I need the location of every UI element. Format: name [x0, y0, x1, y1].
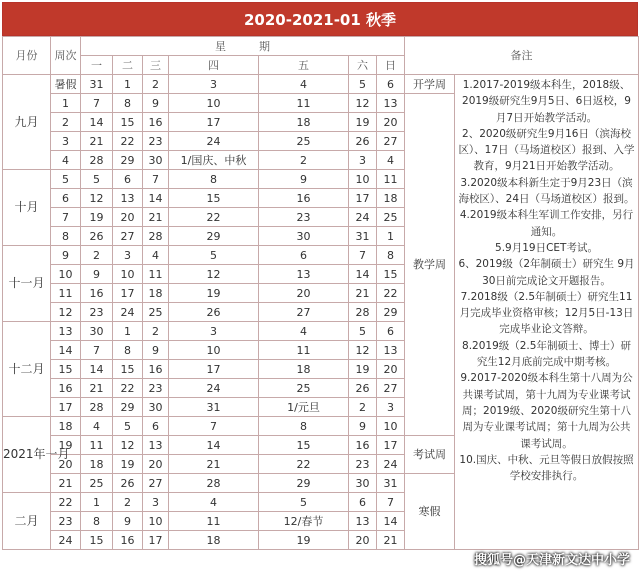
day-cell-sat: 24	[349, 208, 377, 227]
day-cell-tue: 3	[113, 246, 143, 265]
notes-header: 备注	[405, 37, 639, 75]
day-cell-fri: 2	[259, 151, 349, 170]
week-number-cell: 3	[51, 132, 81, 151]
day-cell-sat: 19	[349, 360, 377, 379]
day-cell-thu: 24	[169, 132, 259, 151]
day-cell-thu: 14	[169, 436, 259, 455]
week-number-cell: 2	[51, 113, 81, 132]
week-number-cell: 11	[51, 284, 81, 303]
day-cell-mon: 2	[81, 246, 113, 265]
day-cell-thu: 10	[169, 341, 259, 360]
day-cell-sat: 14	[349, 265, 377, 284]
day-cell-wed: 21	[143, 208, 169, 227]
day-cell-tue: 16	[113, 531, 143, 550]
day-cell-wed: 18	[143, 284, 169, 303]
day-cell-sun: 1	[377, 227, 405, 246]
day-header-thu: 四	[169, 56, 259, 75]
day-cell-tue: 15	[113, 360, 143, 379]
day-cell-thu: 19	[169, 284, 259, 303]
week-number-cell: 16	[51, 379, 81, 398]
day-cell-tue: 20	[113, 208, 143, 227]
week-number-cell: 21	[51, 474, 81, 493]
day-cell-fri: 23	[259, 208, 349, 227]
day-cell-fri: 20	[259, 284, 349, 303]
calendar-body	[3, 75, 639, 550]
day-cell-thu: 3	[169, 75, 259, 94]
day-cell-mon: 1	[81, 493, 113, 512]
day-cell-mon: 12	[81, 189, 113, 208]
day-cell-wed: 10	[143, 512, 169, 531]
week-row	[3, 75, 639, 94]
day-cell-fri: 12/春节	[259, 512, 349, 531]
day-cell-sun: 21	[377, 531, 405, 550]
day-cell-tue: 5	[113, 417, 143, 436]
week-number-cell: 24	[51, 531, 81, 550]
day-cell-sat: 16	[349, 436, 377, 455]
day-cell-fri: 9	[259, 170, 349, 189]
day-cell-sat: 13	[349, 512, 377, 531]
day-cell-sun: 20	[377, 360, 405, 379]
day-cell-wed: 25	[143, 303, 169, 322]
day-cell-fri: 22	[259, 455, 349, 474]
day-cell-sat: 17	[349, 189, 377, 208]
calendar-table	[2, 36, 639, 550]
note-item: 4.2019级本科生军训工作安排，另行通知。	[459, 209, 634, 238]
day-cell-tue: 8	[113, 341, 143, 360]
day-cell-thu: 12	[169, 265, 259, 284]
day-cell-sun: 31	[377, 474, 405, 493]
day-cell-mon: 11	[81, 436, 113, 455]
day-cell-thu: 22	[169, 208, 259, 227]
day-cell-sat: 5	[349, 322, 377, 341]
week-number-cell: 22	[51, 493, 81, 512]
day-cell-fri: 6	[259, 246, 349, 265]
day-cell-sun: 27	[377, 132, 405, 151]
day-cell-tue: 29	[113, 151, 143, 170]
day-cell-thu: 1/国庆、中秋	[169, 151, 259, 170]
month-cell: 2021年一月	[3, 417, 51, 493]
day-cell-sat: 23	[349, 455, 377, 474]
day-cell-sun: 17	[377, 436, 405, 455]
day-cell-wed: 30	[143, 151, 169, 170]
phase-cell: 开学周	[405, 75, 455, 94]
day-cell-sat: 30	[349, 474, 377, 493]
day-cell-fri: 16	[259, 189, 349, 208]
day-cell-sun: 4	[377, 151, 405, 170]
day-header-fri: 五	[259, 56, 349, 75]
day-cell-sat: 31	[349, 227, 377, 246]
day-cell-fri: 18	[259, 113, 349, 132]
day-cell-tue: 26	[113, 474, 143, 493]
day-cell-sat: 20	[349, 531, 377, 550]
day-cell-fri: 11	[259, 94, 349, 113]
day-cell-thu: 29	[169, 227, 259, 246]
note-item: 7.2018级（2.5年制硕士）研究生11月完成毕业资格审核；12月5日-13日完成毕业论文答辩。	[459, 290, 634, 336]
month-cell: 二月	[3, 493, 51, 550]
day-cell-thu: 21	[169, 455, 259, 474]
day-cell-wed: 11	[143, 265, 169, 284]
phase-cell: 考试周	[405, 436, 455, 474]
day-cell-sun: 29	[377, 303, 405, 322]
day-cell-mon: 7	[81, 341, 113, 360]
day-cell-fri: 18	[259, 360, 349, 379]
day-cell-sat: 28	[349, 303, 377, 322]
day-header-sat: 六	[349, 56, 377, 75]
day-cell-thu: 28	[169, 474, 259, 493]
day-cell-sat: 5	[349, 75, 377, 94]
note-item: 9.2017-2020级本科生第十八周为公共课考试周，第十九周为专业课考试周；2019级、2020级研究生第十八周为专业课考试周；第十九周为公共课考试周。	[460, 372, 633, 450]
week-number-cell: 20	[51, 455, 81, 474]
day-cell-sun: 13	[377, 341, 405, 360]
day-header-tue: 二	[113, 56, 143, 75]
day-cell-thu: 10	[169, 94, 259, 113]
note-item: 2、2020级研究生9月16日（滨海校区）、17日（马场道校区）报到、入学教育，9月21日开始教学活动。	[458, 127, 635, 173]
day-cell-sat: 3	[349, 151, 377, 170]
week-number-cell: 23	[51, 512, 81, 531]
day-cell-fri: 11	[259, 341, 349, 360]
day-cell-wed: 17	[143, 531, 169, 550]
watermark: 搜狐号@天津新文达中小学	[473, 553, 630, 568]
day-cell-wed: 4	[143, 246, 169, 265]
day-cell-mon: 28	[81, 398, 113, 417]
month-cell: 九月	[3, 75, 51, 170]
week-number-cell: 7	[51, 208, 81, 227]
day-cell-mon: 26	[81, 227, 113, 246]
day-cell-sat: 2	[349, 398, 377, 417]
day-header-sun: 日	[377, 56, 405, 75]
day-header-wed: 三	[143, 56, 169, 75]
note-item: 1.2017-2019级本科生，2018级、2019级研究生9月5日、6日返校，9月7日开始教学活动。	[462, 79, 631, 124]
week-number-cell: 18	[51, 417, 81, 436]
week-number-cell: 15	[51, 360, 81, 379]
day-cell-mon: 16	[81, 284, 113, 303]
day-cell-wed: 23	[143, 132, 169, 151]
day-cell-thu: 31	[169, 398, 259, 417]
day-cell-fri: 29	[259, 474, 349, 493]
day-cell-tue: 22	[113, 379, 143, 398]
day-cell-wed: 13	[143, 436, 169, 455]
calendar-page	[2, 2, 638, 574]
day-cell-mon: 15	[81, 531, 113, 550]
day-cell-sun: 13	[377, 94, 405, 113]
day-cell-thu: 5	[169, 246, 259, 265]
day-cell-mon: 18	[81, 455, 113, 474]
day-cell-sun: 15	[377, 265, 405, 284]
day-cell-sun: 14	[377, 512, 405, 531]
week-number-cell: 5	[51, 170, 81, 189]
day-cell-sun: 3	[377, 398, 405, 417]
day-cell-fri: 25	[259, 379, 349, 398]
day-cell-thu: 18	[169, 531, 259, 550]
day-cell-tue: 10	[113, 265, 143, 284]
day-cell-sun: 25	[377, 208, 405, 227]
day-cell-mon: 5	[81, 170, 113, 189]
note-item: 6、2019级（2年制硕士）研究生 9月30日前完成论文开题报告。	[458, 258, 635, 287]
note-item: 5.9月19日CET考试。	[495, 241, 598, 254]
day-cell-sun: 22	[377, 284, 405, 303]
week-number-cell: 8	[51, 227, 81, 246]
day-cell-sat: 21	[349, 284, 377, 303]
day-cell-tue: 17	[113, 284, 143, 303]
day-cell-sun: 7	[377, 493, 405, 512]
day-cell-sun: 27	[377, 379, 405, 398]
day-cell-wed: 16	[143, 360, 169, 379]
phase-cell: 教学周	[405, 94, 455, 436]
day-cell-tue: 27	[113, 227, 143, 246]
day-header-mon: 一	[81, 56, 113, 75]
day-cell-fri: 4	[259, 322, 349, 341]
week-number-cell: 9	[51, 246, 81, 265]
day-cell-fri: 4	[259, 75, 349, 94]
day-cell-wed: 9	[143, 94, 169, 113]
day-cell-sun: 8	[377, 246, 405, 265]
day-cell-wed: 20	[143, 455, 169, 474]
day-cell-mon: 23	[81, 303, 113, 322]
week-header: 周次	[51, 37, 81, 75]
day-cell-wed: 3	[143, 493, 169, 512]
month-cell: 十一月	[3, 246, 51, 322]
day-cell-sat: 12	[349, 94, 377, 113]
day-cell-sat: 6	[349, 493, 377, 512]
day-cell-fri: 19	[259, 531, 349, 550]
day-cell-mon: 28	[81, 151, 113, 170]
day-cell-mon: 21	[81, 379, 113, 398]
day-cell-thu: 17	[169, 113, 259, 132]
day-cell-thu: 24	[169, 379, 259, 398]
day-cell-fri: 25	[259, 132, 349, 151]
day-cell-tue: 15	[113, 113, 143, 132]
day-cell-mon: 9	[81, 265, 113, 284]
note-item: 8.2019级（2.5年制硕士、博士）研究生12月底前完成中期考核。	[462, 339, 631, 369]
week-number-cell: 4	[51, 151, 81, 170]
day-cell-fri: 8	[259, 417, 349, 436]
month-cell: 十二月	[3, 322, 51, 417]
day-cell-wed: 27	[143, 474, 169, 493]
day-cell-fri: 30	[259, 227, 349, 246]
day-cell-sun: 10	[377, 417, 405, 436]
note-item: 10.国庆、中秋、元旦等假日放假按照学校安排执行。	[459, 453, 634, 483]
day-cell-fri: 27	[259, 303, 349, 322]
day-cell-sun: 24	[377, 455, 405, 474]
day-cell-sat: 12	[349, 341, 377, 360]
day-cell-mon: 4	[81, 417, 113, 436]
day-cell-sat: 19	[349, 113, 377, 132]
day-cell-sat: 7	[349, 246, 377, 265]
week-number-cell: 19	[51, 436, 81, 455]
day-cell-thu: 7	[169, 417, 259, 436]
week-number-cell: 17	[51, 398, 81, 417]
day-cell-sat: 26	[349, 132, 377, 151]
day-cell-thu: 15	[169, 189, 259, 208]
day-cell-mon: 14	[81, 360, 113, 379]
week-number-cell: 6	[51, 189, 81, 208]
phase-cell: 寒假	[405, 474, 455, 550]
day-cell-mon: 25	[81, 474, 113, 493]
day-cell-tue: 1	[113, 322, 143, 341]
day-cell-sun: 18	[377, 189, 405, 208]
day-cell-mon: 8	[81, 512, 113, 531]
week-number-cell: 13	[51, 322, 81, 341]
day-cell-sat: 26	[349, 379, 377, 398]
week-number-cell: 暑假	[51, 75, 81, 94]
day-cell-wed: 2	[143, 75, 169, 94]
day-cell-mon: 21	[81, 132, 113, 151]
day-cell-wed: 23	[143, 379, 169, 398]
day-cell-wed: 6	[143, 417, 169, 436]
day-cell-tue: 19	[113, 455, 143, 474]
day-cell-mon: 7	[81, 94, 113, 113]
day-cell-tue: 2	[113, 493, 143, 512]
day-cell-fri: 1/元旦	[259, 398, 349, 417]
day-cell-thu: 11	[169, 512, 259, 531]
weekday-group-header: 星 期	[81, 37, 405, 56]
day-cell-wed: 14	[143, 189, 169, 208]
notes-cell	[455, 75, 639, 550]
day-cell-fri: 5	[259, 493, 349, 512]
note-item: 3.2020级本科新生定于9月23日（滨海校区）、24日（马场道校区）报到。	[458, 176, 635, 206]
day-cell-sun: 6	[377, 75, 405, 94]
day-cell-tue: 29	[113, 398, 143, 417]
day-cell-wed: 28	[143, 227, 169, 246]
day-cell-wed: 30	[143, 398, 169, 417]
day-cell-sat: 10	[349, 170, 377, 189]
day-cell-thu: 3	[169, 322, 259, 341]
day-cell-mon: 19	[81, 208, 113, 227]
day-cell-tue: 13	[113, 189, 143, 208]
day-cell-fri: 13	[259, 265, 349, 284]
day-cell-sun: 20	[377, 113, 405, 132]
day-cell-tue: 22	[113, 132, 143, 151]
month-header: 月份	[3, 37, 51, 75]
day-cell-tue: 6	[113, 170, 143, 189]
day-cell-wed: 2	[143, 322, 169, 341]
day-cell-tue: 24	[113, 303, 143, 322]
day-cell-sun: 11	[377, 170, 405, 189]
day-cell-tue: 8	[113, 94, 143, 113]
day-cell-sun: 6	[377, 322, 405, 341]
day-cell-mon: 31	[81, 75, 113, 94]
week-number-cell: 10	[51, 265, 81, 284]
calendar-title: 2020-2021-01 秋季	[2, 2, 638, 36]
day-cell-sat: 9	[349, 417, 377, 436]
day-cell-wed: 16	[143, 113, 169, 132]
day-cell-thu: 8	[169, 170, 259, 189]
day-cell-thu: 17	[169, 360, 259, 379]
week-number-cell: 12	[51, 303, 81, 322]
month-cell: 十月	[3, 170, 51, 246]
day-cell-tue: 12	[113, 436, 143, 455]
week-number-cell: 1	[51, 94, 81, 113]
day-cell-thu: 4	[169, 493, 259, 512]
day-cell-tue: 9	[113, 512, 143, 531]
day-cell-fri: 15	[259, 436, 349, 455]
day-cell-thu: 26	[169, 303, 259, 322]
day-cell-mon: 30	[81, 322, 113, 341]
day-cell-tue: 1	[113, 75, 143, 94]
day-cell-wed: 7	[143, 170, 169, 189]
day-cell-wed: 9	[143, 341, 169, 360]
week-number-cell: 14	[51, 341, 81, 360]
day-cell-mon: 14	[81, 113, 113, 132]
